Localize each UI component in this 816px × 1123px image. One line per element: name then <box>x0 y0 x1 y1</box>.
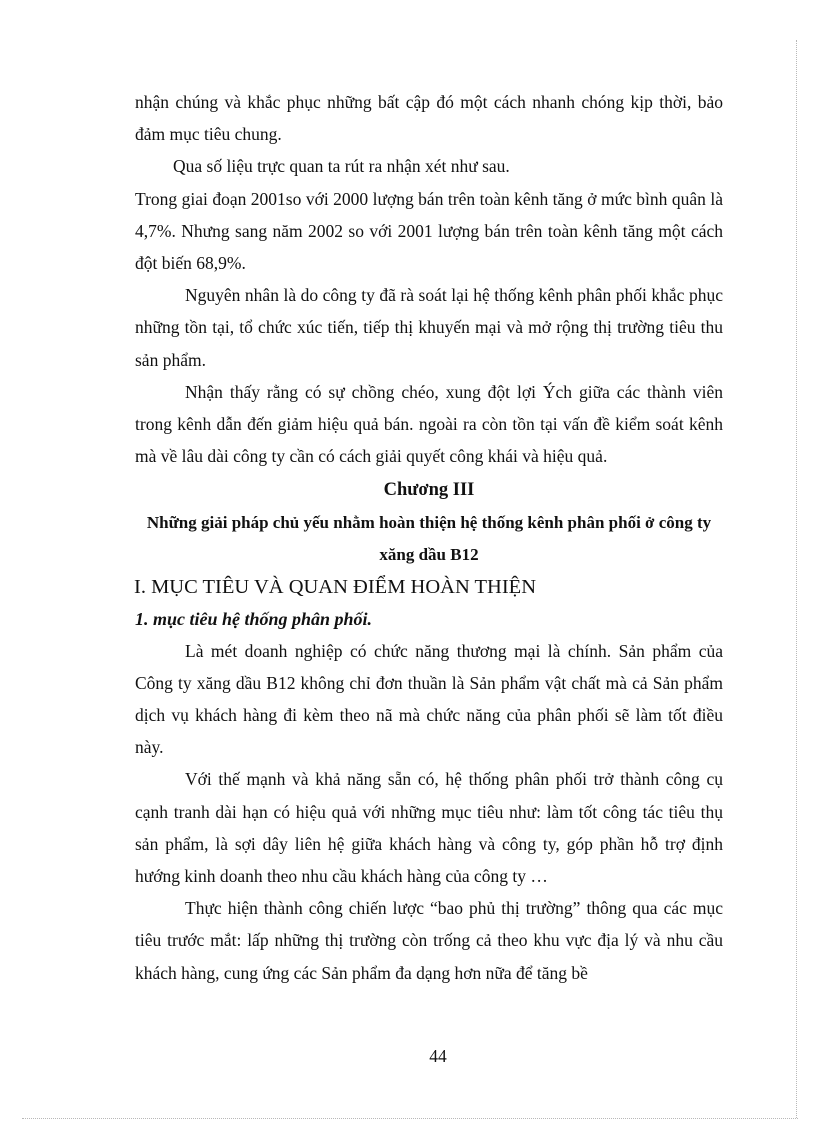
paragraph-reason: Nguyên nhân là do công ty đã rà soát lại hệ thống kênh phân phối khắc phục những tồn tại, tổ chức xúc tiến, tiếp thị khuyến mại và mở rộng thị trường tiêu thu sản phẩm. <box>135 285 723 370</box>
chapter-title: Chương III <box>383 480 475 501</box>
paragraph-observation-intro: Qua số liệu trực quan ta rút ra nhận xét như sau. <box>173 156 510 177</box>
page-border-right <box>796 40 797 1118</box>
chapter-subtitle: Những giải pháp chủ yếu nhằm hoàn thiện hệ thống kênh phân phối ở công ty xăng dầu B12 <box>146 512 712 564</box>
paragraph-conflict: Nhận thấy rằng có sự chồng chéo, xung đột lợi Ých giữa các thành viên trong kênh dẫn đến giảm hiệu quả bán. ngoài ra còn tồn tại vấn đề kiểm soát kênh mà về lâu dài công ty cần có cách giải quyết công khái và hiệu quả. <box>135 381 723 467</box>
section-heading: I. MỤC TIÊU VÀ QUAN ĐIỂM HOÀN THIỆN <box>134 575 537 598</box>
paragraph-strength: Với thế mạnh và khả năng sẵn có, hệ thống phân phối trở thành công cụ cạnh tranh dài hạn có hiệu quả với những mục tiêu như: làm tốt công tác tiêu thụ sản phẩm, là sợi dây liên hệ giữa khách hàng và công ty, góp phần hỗ trợ định hướng kinh doanh theo nhu cầu khách hàng của công ty … <box>135 769 723 887</box>
item-heading: 1. mục tiêu hệ thống phân phối. <box>135 608 373 629</box>
page-content <box>135 86 723 989</box>
paragraph-sales-growth: Trong giai đoạn 2001so với 2000 lượng bán trên toàn kênh tăng ở mức bình quân là 4,7%. Nhưng sang năm 2002 so với 2001 lượng bán trên toàn kênh tăng một cách đột biến 68,9%. <box>135 188 723 274</box>
paragraph-strategy: Thực hiện thành công chiến lược “bao phủ thị trường” thông qua các mục tiêu trước mắt: lấp những thị trường còn trống cả theo khu vực địa lý và nhu cầu khách hàng, cung ứng các Sản phẩm đa dạng hơn nữa để tăng bề <box>135 898 723 983</box>
page-number: 44 <box>429 1046 447 1066</box>
page-border-bottom <box>22 1118 798 1119</box>
paragraph-continuation: nhận chúng và khắc phục những bất cập đó một cách nhanh chóng kịp thời, bảo đảm mục tiêu chung. <box>135 92 723 145</box>
paragraph-enterprise: Là mét doanh nghiệp có chức năng thương mại là chính. Sản phẩm của Công ty xăng dầu B12 không chỉ đơn thuần là Sản phẩm vật chất mà cả Sản phẩm dịch vụ khách hàng đi kèm theo nã mà chức năng của phân phối sẽ làm tốt điều này. <box>135 640 723 758</box>
